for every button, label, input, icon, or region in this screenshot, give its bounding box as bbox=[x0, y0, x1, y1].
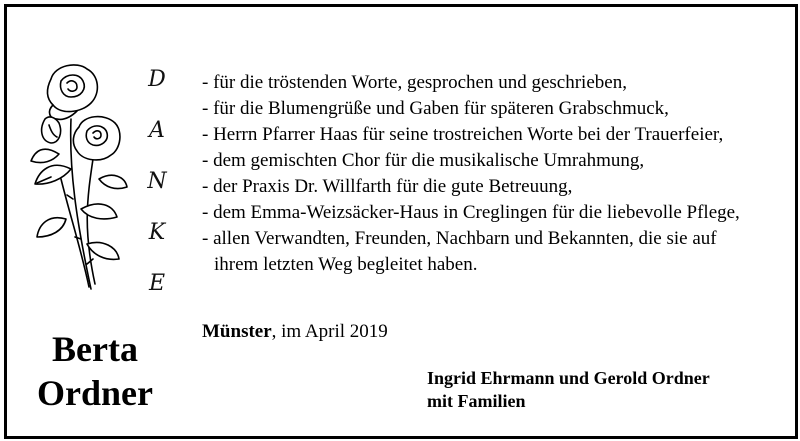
thanks-line: - für die tröstenden Worte, gesprochen und geschrieben, bbox=[202, 72, 627, 93]
obituary-thanks-card bbox=[4, 4, 798, 439]
deceased-name bbox=[25, 327, 165, 415]
thanks-line: - für die Blumengrüße und Gaben für späteren Grabschmuck, bbox=[202, 98, 669, 119]
rose-icon bbox=[21, 59, 131, 299]
deceased-first-name: Berta bbox=[52, 329, 138, 369]
thanks-line-continuation: ihrem letzten Weg begleitet haben. bbox=[214, 254, 478, 275]
thanks-line: - dem gemischten Chor für die musikalische Umrahmung, bbox=[202, 150, 645, 171]
danke-letter: A bbox=[149, 118, 165, 143]
danke-letter: E bbox=[148, 271, 166, 296]
thanks-list bbox=[202, 70, 740, 278]
danke-letter: N bbox=[147, 169, 167, 194]
thanks-line: - der Praxis Dr. Willfarth für die gute Betreuung, bbox=[202, 176, 573, 197]
thanks-line: - dem Emma-Weizsäcker-Haus in Creglingen für die liebevolle Pflege, bbox=[202, 202, 740, 223]
danke-letter: K bbox=[148, 220, 166, 245]
danke-vertical-word bbox=[141, 67, 173, 297]
place-date bbox=[202, 320, 388, 344]
place-name: Münster bbox=[202, 321, 272, 342]
thanks-line: - allen Verwandten, Freunden, Nachbarn und Bekannten, die sie auf bbox=[202, 228, 717, 249]
signature-block bbox=[427, 367, 710, 413]
danke-letter: D bbox=[148, 67, 166, 92]
deceased-last-name: Ordner bbox=[37, 373, 153, 413]
signature-line-2: mit Familien bbox=[427, 391, 526, 411]
date-text: , im April 2019 bbox=[271, 321, 388, 342]
signature-line-1: Ingrid Ehrmann und Gerold Ordner bbox=[427, 368, 710, 388]
thanks-line: - Herrn Pfarrer Haas für seine trostreichen Worte bei der Trauerfeier, bbox=[202, 124, 724, 145]
